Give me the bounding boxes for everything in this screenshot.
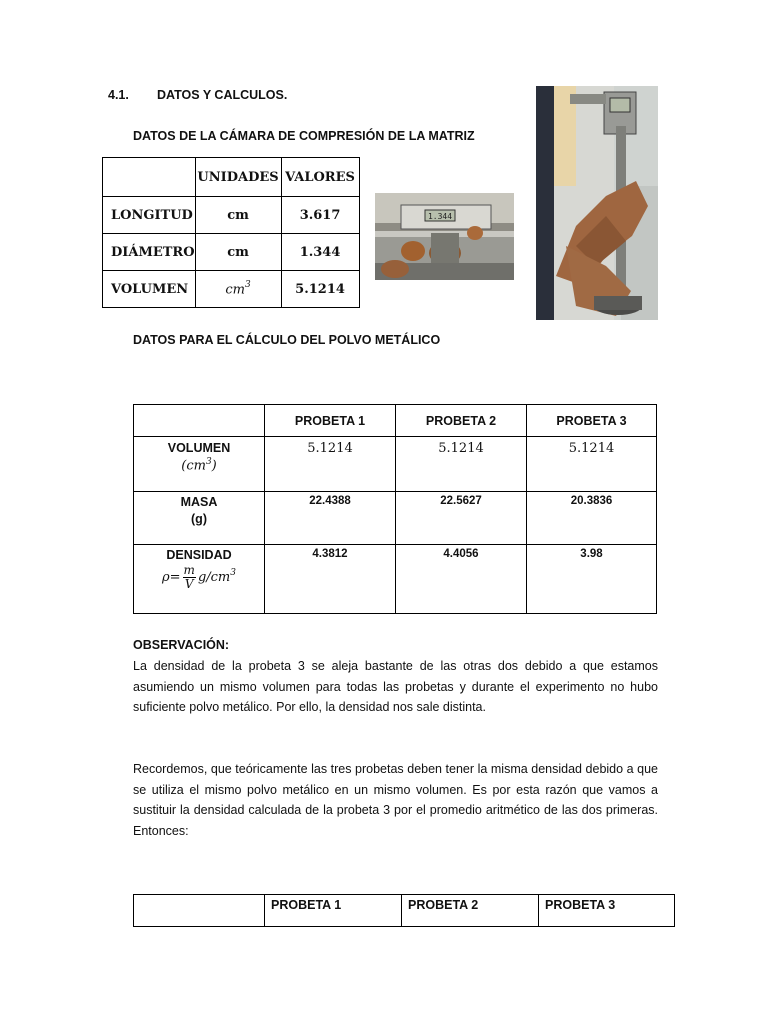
caliper-closeup-photo <box>375 193 514 280</box>
densidad-label-cell <box>134 545 265 614</box>
unit-cm-exponent: 3 <box>244 279 251 290</box>
table3-header-probeta1: PROBETA 1 <box>265 895 402 927</box>
section-number: 4.1. <box>108 88 129 102</box>
caliper-measurement-image <box>536 86 658 320</box>
volumen-unit <box>134 457 264 473</box>
masa-label: MASA <box>180 495 218 509</box>
subtitle-polvo: DATOS PARA EL CÁLCULO DEL POLVO METÁLICO <box>133 333 441 347</box>
masa-unit: (g) <box>191 512 207 526</box>
masa-value: 22.5627 <box>396 492 527 545</box>
table2-row-volumen <box>134 437 657 492</box>
table2-header-probeta3: PROBETA 3 <box>527 405 657 437</box>
table2-header-probeta1: PROBETA 1 <box>265 405 396 437</box>
volumen-value: 5.1214 <box>527 437 657 492</box>
volumen-unit-exponent: 3 <box>205 457 212 467</box>
volumen-label-cell <box>134 437 265 492</box>
formula-rho: ρ= <box>162 570 181 585</box>
volumen-value: 5.1214 <box>396 437 527 492</box>
table1-unit: cm <box>195 234 281 271</box>
table1-value: 5.1214 <box>281 271 359 308</box>
table1-label: LONGITUD <box>103 197 196 234</box>
table1-row <box>103 197 360 234</box>
table2-row-masa <box>134 492 657 545</box>
camara-table <box>102 157 360 308</box>
volumen-unit-close: ) <box>211 458 217 474</box>
table1-unit-volume <box>195 271 281 308</box>
volumen-label: VOLUMEN <box>167 441 231 455</box>
table1-header-valores: VALORES <box>281 158 359 197</box>
table3-header-probeta2: PROBETA 2 <box>402 895 539 927</box>
formula-denominator: V <box>184 577 194 591</box>
formula-unit-exponent: 3 <box>230 568 236 578</box>
masa-value: 22.4388 <box>265 492 396 545</box>
table1-header-unidades: UNIDADES <box>195 158 281 197</box>
table1-label: VOLUMEN <box>103 271 196 308</box>
probetas-table <box>133 404 657 614</box>
table1-row <box>103 271 360 308</box>
unit-cm: cm <box>225 282 245 298</box>
densidad-value: 4.3812 <box>265 545 396 614</box>
table1-unit: cm <box>195 197 281 234</box>
caliper-display-reading: 1.344 <box>427 212 453 221</box>
table3-header-probeta3: PROBETA 3 <box>539 895 675 927</box>
table1-value: 1.344 <box>281 234 359 271</box>
caliper-measurement-photo <box>536 86 658 320</box>
table1-row <box>103 234 360 271</box>
observacion-paragraph-1: La densidad de la probeta 3 se aleja bastante de las otras dos debido a que estamos asumiendo un mismo volumen para todas las probetas y durante el experimento no hubo suficiente polvo metálico. Por ello, la densidad nos sale distinta. <box>133 659 658 714</box>
formula-unit: g/cm <box>197 570 231 585</box>
formula-fraction <box>183 564 196 591</box>
densidad-formula <box>162 564 236 591</box>
volumen-value: 5.1214 <box>265 437 396 492</box>
densidad-value: 3.98 <box>527 545 657 614</box>
section-title: DATOS Y CALCULOS. <box>157 88 288 102</box>
table1-corner <box>103 158 196 197</box>
caliper-closeup-image <box>375 193 514 280</box>
probetas-table-2 <box>133 894 675 927</box>
densidad-label: DENSIDAD <box>166 548 232 562</box>
volumen-unit-open: (cm <box>181 458 206 474</box>
densidad-value: 4.4056 <box>396 545 527 614</box>
table2-header-probeta2: PROBETA 2 <box>396 405 527 437</box>
table2-corner <box>134 405 265 437</box>
masa-value: 20.3836 <box>527 492 657 545</box>
table3-corner <box>134 895 265 927</box>
table1-value: 3.617 <box>281 197 359 234</box>
observacion-paragraph-2: Recordemos, que teóricamente las tres probetas deben tener la misma densidad debido a que se utiliza el mismo polvo metálico en un mismo volumen. Es por esta razón que vamos a sustituir la densidad calculada de la probeta 3 por el promedio aritmético de las dos primeras. Entonces: <box>133 762 658 838</box>
table2-row-densidad <box>134 545 657 614</box>
observacion-title: OBSERVACIÓN: <box>133 638 230 652</box>
masa-label-cell <box>134 492 265 545</box>
subtitle-camara: DATOS DE LA CÁMARA DE COMPRESIÓN DE LA MATRIZ <box>133 129 475 143</box>
table1-label: DIÁMETRO <box>103 234 196 271</box>
formula-numerator: m <box>183 563 195 577</box>
